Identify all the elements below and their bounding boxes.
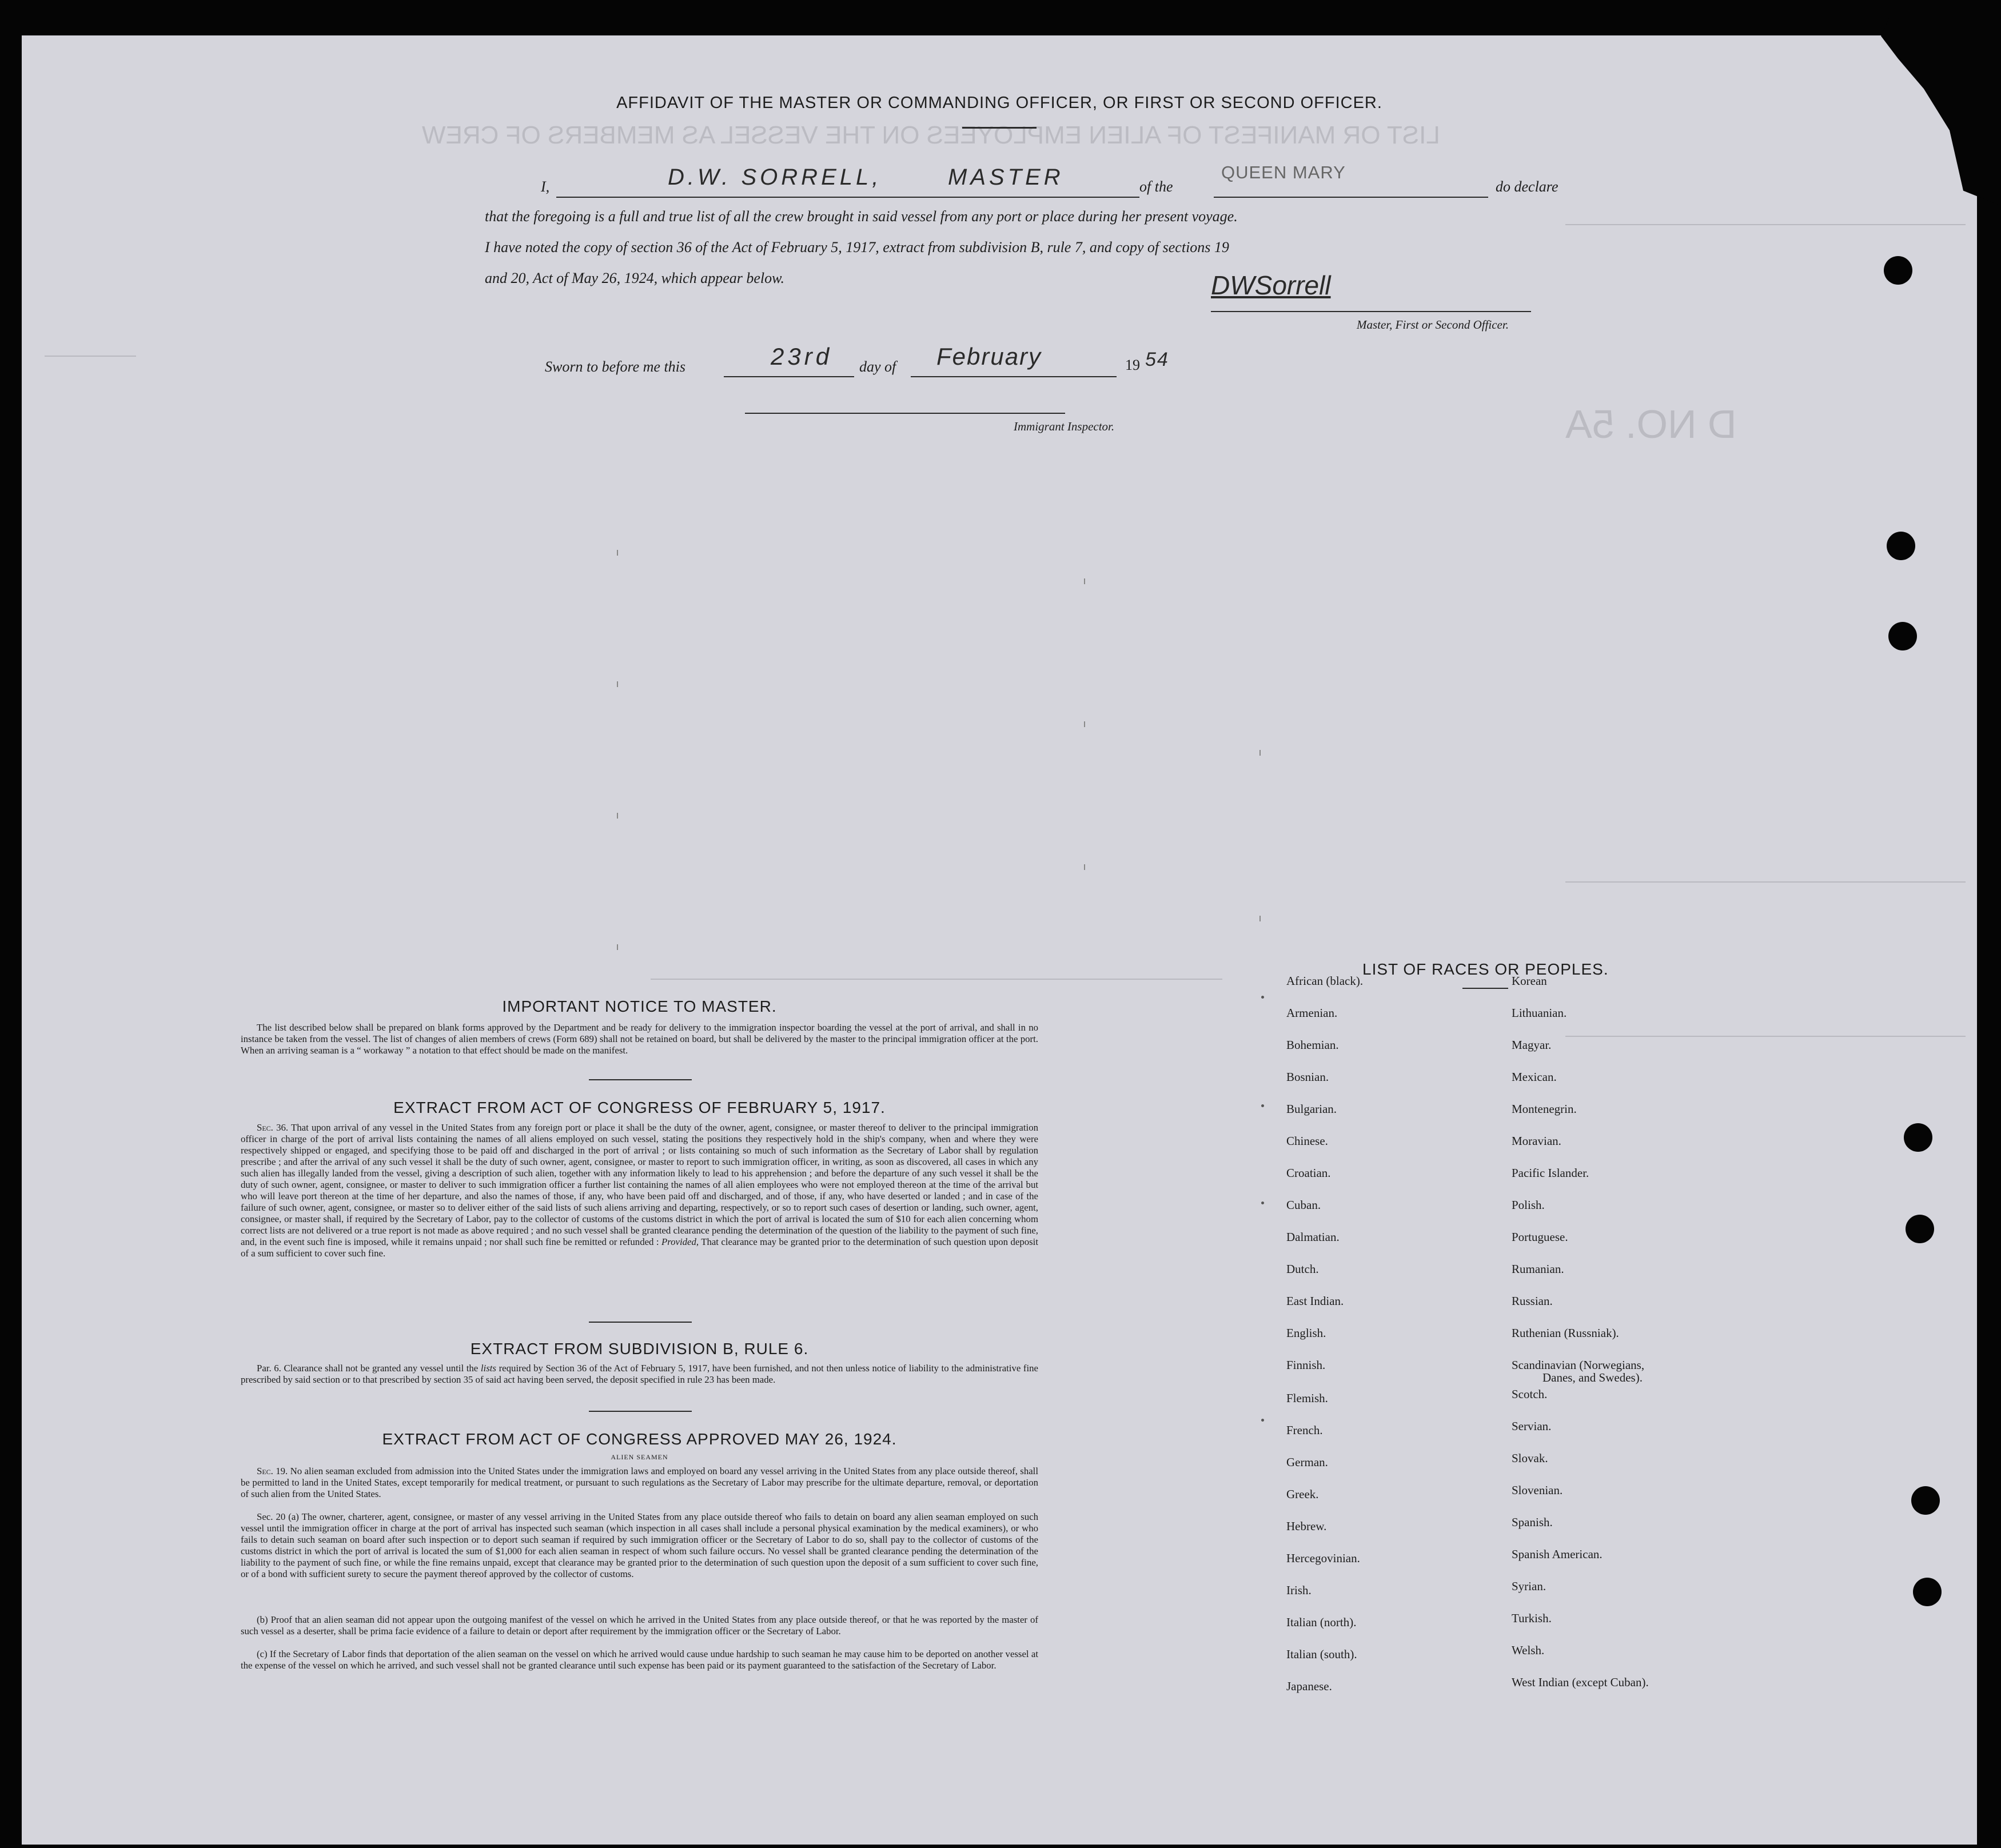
affidavit-title: AFFIDAVIT OF THE MASTER OR COMMANDING OFFICER, OR FIRST OR SECOND OFFICER. bbox=[616, 94, 1382, 112]
notice-divider bbox=[589, 1079, 692, 1080]
race-item: African (black). bbox=[1286, 974, 1364, 988]
race-item: Bulgarian. bbox=[1286, 1102, 1337, 1116]
scan-tick bbox=[1084, 721, 1085, 727]
binder-hole bbox=[1888, 622, 1917, 650]
race-item: Scandinavian (Norwegians, bbox=[1512, 1358, 1645, 1372]
race-item: Italian (north). bbox=[1286, 1615, 1357, 1629]
race-item: Moravian. bbox=[1512, 1134, 1561, 1148]
race-item: Slovak. bbox=[1512, 1451, 1548, 1465]
master-title-handwriting: MASTER bbox=[948, 165, 1064, 190]
extract-1917-body bbox=[241, 1122, 1038, 1259]
signature-line bbox=[1211, 311, 1531, 312]
extract-1917-divider bbox=[589, 1322, 692, 1323]
sworn-day-handwriting: 23rd bbox=[771, 343, 833, 370]
scan-tick bbox=[1084, 578, 1085, 584]
race-item: Dalmatian. bbox=[1286, 1230, 1340, 1244]
race-item: Scotch. bbox=[1512, 1387, 1548, 1401]
margin-dot bbox=[1261, 996, 1264, 999]
race-item: Greek. bbox=[1286, 1487, 1319, 1501]
affidavit-i-label: I, bbox=[541, 178, 550, 195]
bleed-through-text: D NO. 5A bbox=[1565, 402, 1737, 446]
bleed-through-line bbox=[651, 979, 1222, 980]
race-item: Syrian. bbox=[1512, 1579, 1546, 1593]
sec-36-text: That upon arrival of any vessel in the United States from any foreign port or place it shall be the duty of the owner, agent, consignee, or master thereof to deliver to the principal immigration officer in charge of the port of arrival lists containing the names of all aliens employed on such vessel, stating the positions they respectively hold in the ship's company, when and where they were respectively shipped or engaged, and specifying those to be paid off and discharged in the port of arrival ; or lists containing so much of such information as the Secretary of Labor shall by regulation prescribe ; and after the arrival of any such vessel it shall be the duty of such owner, agent, consignee, or master to report to such immigration officer, in writing, as soon as discovered, all cases in which any such alien has illegally landed from the vessel, giving a description of such alien, together with any information likely to lead to his apprehension ; and before the departure of any such vessel it shall be the duty of such owner, agent, consignee, or master to deliver to such immigration officer a further list containing the names of all alien employees who were not employed thereon at the time of the arrival but who will leave port thereon at the time of her departure, and also the names of those, if any, who have been paid off and discharged, and of those, if any, who have deserted or landed ; and in case of the failure of such owner, agent, consignee, or master so to deliver either of the said lists of such aliens arriving and departing, respectively, or so to report such cases of desertion or landing, such owner, agent, consignee, or master shall, if required by the Secretary of Labor, pay to the collector of customs of the customs district in which the port of arrival is located the sum of $10 for each alien concerning whom correct lists are not delivered or a true report is not made as above required ; and no such vessel shall be granted clearance pending the determination of the question of the liability to the payment of such fine, and, in the event such fine is imposed, while it remains unpaid ; nor shall such fine be remitted or refunded : bbox=[241, 1122, 1038, 1247]
par-6-label: Par. 6. bbox=[257, 1363, 281, 1374]
notice-title: IMPORTANT NOTICE TO MASTER. bbox=[502, 997, 777, 1015]
bleed-through-line bbox=[1565, 881, 1966, 883]
race-item: Dutch. bbox=[1286, 1262, 1319, 1276]
scan-tick bbox=[617, 681, 618, 687]
master-name-handwriting: D.W. SORRELL, bbox=[668, 165, 882, 190]
race-item: East Indian. bbox=[1286, 1294, 1344, 1308]
race-item: Pacific Islander. bbox=[1512, 1166, 1589, 1180]
race-item: Mexican. bbox=[1512, 1070, 1557, 1084]
race-item: Montenegrin. bbox=[1512, 1102, 1577, 1116]
vessel-name-line bbox=[1214, 197, 1488, 198]
scan-tick bbox=[617, 944, 618, 950]
binder-hole bbox=[1911, 1486, 1940, 1515]
sec-20c-text: (c) If the Secretary of Labor finds that deportation of the alien seaman on the vessel on which he arrived would cause undue hardship to such seaman he may cause him to be deported on another vessel at the expense of the vessel on which he arrived, and such vessel shall not be granted clearance until such expense has been paid or its payment guaranteed to the satisfaction of the Secretary of Labor. bbox=[241, 1649, 1038, 1671]
extract-1917-title: EXTRACT FROM ACT OF CONGRESS OF FEBRUARY 5, 1917. bbox=[393, 1099, 886, 1116]
races-title: LIST OF RACES OR PEOPLES. bbox=[1362, 960, 1609, 978]
race-item: Irish. bbox=[1286, 1583, 1312, 1597]
sworn-year-prefix: 19 bbox=[1125, 357, 1140, 373]
master-name-line bbox=[556, 197, 1139, 198]
inspector-caption: Immigrant Inspector. bbox=[1014, 420, 1115, 433]
race-item-continuation: Danes, and Swedes). bbox=[1542, 1371, 1643, 1384]
race-item: Russian. bbox=[1512, 1294, 1553, 1308]
extract-1924-sec20b bbox=[241, 1614, 1038, 1637]
scan-tick bbox=[1084, 864, 1085, 870]
extract-rule6-divider bbox=[589, 1411, 692, 1412]
race-item: Rumanian. bbox=[1512, 1262, 1564, 1276]
par-6-text-a: Clearance shall not be granted any vessel until the bbox=[284, 1363, 479, 1374]
sworn-day-of: day of bbox=[859, 358, 896, 375]
sworn-prefix: Sworn to before me this bbox=[545, 358, 686, 375]
race-item: Servian. bbox=[1512, 1419, 1552, 1433]
binder-hole bbox=[1913, 1578, 1942, 1606]
sec-20b-text: (b) Proof that an alien seaman did not appear upon the outgoing manifest of the vessel on which he arrived in the United States from any place outside thereof, or that he was reported by the master of such vessel as a deserter, shall be prima facie evidence of a failure to detain or deport after requirement by the immigration officer or the Secretary of Labor. bbox=[241, 1614, 1038, 1637]
affidavit-line-3: I have noted the copy of section 36 of the Act of February 5, 1917, extract from subdivision B, rule 7, and copy of sections 19 bbox=[485, 239, 1229, 256]
race-item: West Indian (except Cuban). bbox=[1512, 1675, 1649, 1689]
bleed-through-line bbox=[1565, 224, 1966, 225]
race-item: Bohemian. bbox=[1286, 1038, 1339, 1052]
race-item: Ruthenian (Russniak). bbox=[1512, 1326, 1619, 1340]
inspector-signature-line bbox=[745, 413, 1065, 414]
notice-body-text: The list described below shall be prepared on blank forms approved by the Department and be ready for delivery to the immigration inspector boarding the vessel at the port of arrival, and shall in no instance be taken from the vessel. The list of changes of alien members of crews (Form 689) shall not be retained on board, but shall be delivered by the master to the principal immigration officer at the port. When an arriving seaman is a “ workaway ” a notation to that effect should be made on the manifest. bbox=[241, 1022, 1038, 1056]
binder-hole bbox=[1884, 256, 1912, 285]
affidavit-line-2: that the foregoing is a full and true list of all the crew brought in said vessel from any port or place during her present voyage. bbox=[485, 208, 1238, 225]
margin-dot bbox=[1261, 1202, 1264, 1204]
races-title-underline bbox=[1462, 988, 1508, 989]
affidavit-do-declare: do declare bbox=[1496, 178, 1558, 195]
extract-1924-sec20c bbox=[241, 1649, 1038, 1671]
binder-hole bbox=[1887, 532, 1915, 560]
extract-1924-title: EXTRACT FROM ACT OF CONGRESS APPROVED MAY 26, 1924. bbox=[382, 1430, 897, 1448]
bleed-through-line bbox=[1565, 1036, 1966, 1037]
race-item: Magyar. bbox=[1512, 1038, 1552, 1052]
affidavit-of-the: of the bbox=[1139, 178, 1173, 195]
race-item: Turkish. bbox=[1512, 1611, 1552, 1625]
title-underline bbox=[962, 127, 1037, 129]
signature-caption: Master, First or Second Officer. bbox=[1357, 318, 1509, 332]
extract-rule6-body bbox=[241, 1363, 1038, 1386]
sec-19-label: Sec. 19. bbox=[257, 1466, 288, 1476]
race-item: Spanish. bbox=[1512, 1515, 1553, 1529]
race-item: Flemish. bbox=[1286, 1391, 1328, 1405]
provided-text: That clearance may be granted prior to the determination of such question upon deposit of a sum sufficient to cover such fine. bbox=[241, 1236, 1038, 1259]
sworn-year-handwriting: 54 bbox=[1145, 349, 1169, 370]
bleed-through-line bbox=[45, 356, 136, 357]
scan-tick bbox=[1259, 750, 1261, 756]
sworn-day-line bbox=[724, 376, 854, 377]
sec-20a-text: Sec. 20 (a) The owner, charterer, agent, consignee, or master of any vessel arriving in the United States from any place outside thereof who fails to detain on board any alien seaman employed on such vessel until the immigration officer in charge at the port of arrival has inspected such seaman (which inspection in all cases shall include a personal physical examination by the medical examiners), or who fails to detain such seaman on board after such inspection or to deport such seaman if required by such immigration officer or the Secretary of Labor to do so, shall pay to the collector of customs of the customs district in which the port of arrival is located the sum of $1,000 for each alien seaman in respect of whom such failure occurs. No vessel shall be granted clearance pending the determination of the liability to the payment of such fine, or while the fine remains unpaid, except that clearance may be granted prior to the determination of such question upon the deposit of a sum sufficient to cover such fine, or of a bond with sufficient surety to secure the payment thereof approved by the collector of customs. bbox=[241, 1511, 1038, 1579]
race-item: Hercegovinian. bbox=[1286, 1551, 1360, 1565]
race-item: Croatian. bbox=[1286, 1166, 1331, 1180]
race-item: Spanish American. bbox=[1512, 1547, 1603, 1561]
sec-19-text: No alien seaman excluded from admission into the United States under the immigration laws and employed on board any vessel arriving in the United States from any place outside thereof, shall be permitted to land in the United States, except temporarily for medical treatment, or pursuant to such regulations as the Secretary of Labor may prescribe for the ultimate departure, removal, or deportation of such alien from the United States. bbox=[241, 1466, 1038, 1499]
extract-1924-sec20a bbox=[241, 1511, 1038, 1580]
alien-seamen-subtitle: ALIEN SEAMEN bbox=[611, 1453, 668, 1461]
scan-tick bbox=[1259, 916, 1261, 921]
binder-hole bbox=[1906, 1215, 1934, 1243]
race-item: German. bbox=[1286, 1455, 1328, 1469]
master-signature: DWSorrell bbox=[1211, 270, 1331, 300]
margin-dot bbox=[1261, 1419, 1264, 1422]
race-item: Bosnian. bbox=[1286, 1070, 1329, 1084]
race-item: English. bbox=[1286, 1326, 1326, 1340]
sec-36-label: Sec. 36. bbox=[257, 1122, 289, 1133]
par-6-text-b: required by Section 36 of the Act of February 5, 1917, have been furnished, and not then unless notice of liability to the administrative fine prescribed by said section or to that prescribed by section 35 of said act having been served, the deposit specified in rule 23 has been made. bbox=[241, 1363, 1039, 1385]
provided-label: Provided, bbox=[661, 1236, 699, 1247]
extract-1924-sec19 bbox=[241, 1466, 1038, 1500]
race-item: Armenian. bbox=[1286, 1006, 1338, 1020]
race-item: Italian (south). bbox=[1286, 1647, 1357, 1661]
race-item: Portuguese. bbox=[1512, 1230, 1568, 1244]
race-item: Slovenian. bbox=[1512, 1483, 1563, 1497]
extract-rule6-title: EXTRACT FROM SUBDIVISION B, RULE 6. bbox=[470, 1340, 809, 1358]
race-item: Korean bbox=[1512, 974, 1547, 988]
race-item: Welsh. bbox=[1512, 1643, 1545, 1657]
margin-dot bbox=[1261, 1104, 1264, 1107]
vessel-name-stamp: QUEEN MARY bbox=[1221, 162, 1346, 182]
affidavit-line-4: and 20, Act of May 26, 1924, which appear below. bbox=[485, 270, 785, 286]
race-item: Polish. bbox=[1512, 1198, 1545, 1212]
sworn-month-handwriting: February bbox=[936, 343, 1042, 370]
document-sheet bbox=[22, 35, 1977, 1845]
scan-tick bbox=[617, 813, 618, 819]
par-6-lists: lists bbox=[480, 1363, 496, 1374]
race-item: Cuban. bbox=[1286, 1198, 1321, 1212]
race-item: French. bbox=[1286, 1423, 1323, 1437]
race-item: Lithuanian. bbox=[1512, 1006, 1567, 1020]
notice-body bbox=[241, 1022, 1038, 1056]
bleed-through-text: LIST OR MANIFEST OF ALIEN EMPLOYEES ON THE VESSEL AS MEMBERS OF CREW bbox=[422, 121, 1440, 149]
sworn-month-line bbox=[911, 376, 1117, 377]
race-item: Finnish. bbox=[1286, 1358, 1326, 1372]
race-item: Chinese. bbox=[1286, 1134, 1328, 1148]
race-item: Japanese. bbox=[1286, 1679, 1332, 1693]
binder-hole bbox=[1904, 1123, 1932, 1152]
race-item: Hebrew. bbox=[1286, 1519, 1327, 1533]
scan-tick bbox=[617, 550, 618, 556]
